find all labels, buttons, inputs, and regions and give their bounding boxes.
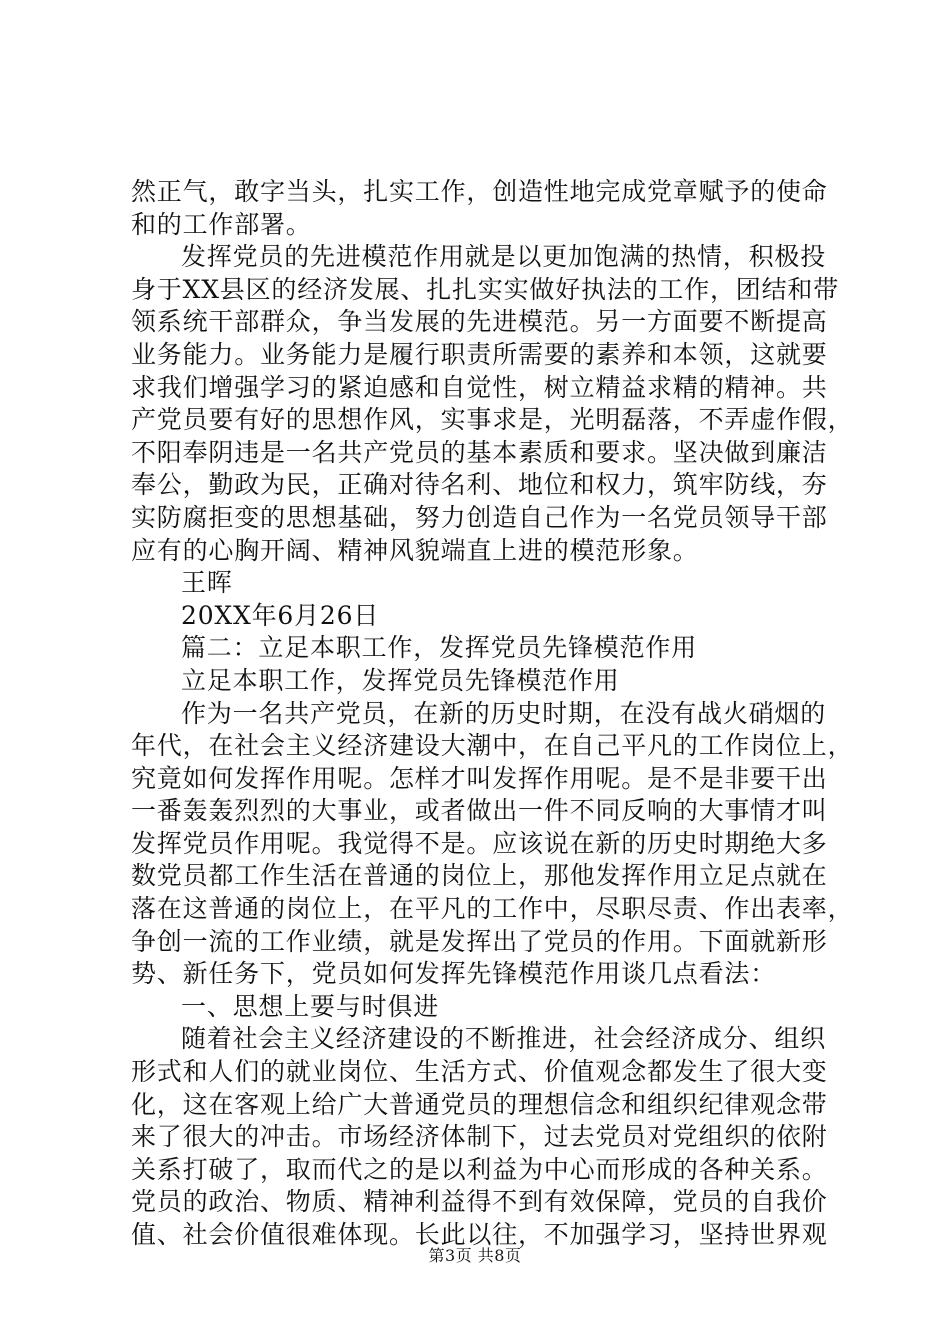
text-line: 实防腐拒变的思想基础，努力创造自己作为一名党员领导干部 bbox=[131, 502, 828, 532]
text-line: 业务能力。业务能力是履行职责所需要的素养和本领，这就要 bbox=[131, 339, 828, 369]
text-line: 求我们增强学习的紧迫感和自觉性，树立精益求精的精神。共 bbox=[131, 372, 828, 402]
text-line: 党员的政治、物质、精神利益得不到有效保障，党员的自我价 bbox=[131, 1187, 828, 1217]
signature-date: 20XX年6月26日 bbox=[181, 600, 380, 630]
text-line: 发挥党员的先进模范作用就是以更加饱满的热情，积极投 bbox=[181, 242, 827, 272]
subsection-heading: 一、思想上要与时俱进 bbox=[181, 991, 440, 1021]
text-line: 奉公，勤政为民，正确对待名利、地位和权力，筑牢防线，夯 bbox=[131, 470, 828, 500]
text-line: 争创一流的工作业绩，就是发挥出了党员的作用。下面就新形 bbox=[131, 926, 828, 956]
text-line: 落在这普通的岗位上，在平凡的工作中，尽职尽责、作出表率， bbox=[131, 894, 854, 924]
page-number-footer: 第3页 共8页 bbox=[428, 1246, 522, 1265]
text-line: 领系统干部群众，争当发展的先进模范。另一方面要不断提高 bbox=[131, 307, 828, 337]
text-line: 和的工作部署。 bbox=[131, 209, 312, 239]
text-line: 年代，在社会主义经济建设大潮中，在自己平凡的工作岗位上， bbox=[131, 731, 854, 761]
text-line: 化，这在客观上给广大普通党员的理想信念和组织纪律观念带 bbox=[131, 1089, 828, 1119]
text-line: 一番轰轰烈烈的大事业，或者做出一件不同反响的大事情才叫 bbox=[131, 796, 828, 826]
article-title: 立足本职工作，发挥党员先锋模范作用 bbox=[181, 665, 620, 695]
text-line: 关系打破了，取而代之的是以利益为中心而形成的各种关系。 bbox=[131, 1154, 828, 1184]
text-line: 形式和人们的就业岗位、生活方式、价值观念都发生了很大变 bbox=[131, 1057, 828, 1087]
text-line: 身于XX县区的经济发展、扎扎实实做好执法的工作，团结和带 bbox=[131, 274, 839, 304]
section-title: 篇二：立足本职工作，发挥党员先锋模范作用 bbox=[181, 633, 698, 663]
text-line: 作为一名共产党员，在新的历史时期，在没有战火硝烟的 bbox=[181, 698, 827, 728]
text-line: 不阳奉阴违是一名共产党员的基本素质和要求。坚决做到廉洁 bbox=[131, 437, 828, 467]
signature-name: 王晖 bbox=[181, 568, 233, 598]
text-line: 来了很大的冲击。市场经济体制下，过去党员对党组织的依附 bbox=[131, 1122, 828, 1152]
text-line: 数党员都工作生活在普通的岗位上，那他发挥作用立足点就在 bbox=[131, 861, 828, 891]
body-text bbox=[131, 176, 854, 1252]
text-line: 随着社会主义经济建设的不断推进，社会经济成分、组织 bbox=[181, 1024, 827, 1054]
text-line: 势、新任务下，党员如何发挥先锋模范作用谈几点看法： bbox=[131, 959, 777, 989]
text-line: 应有的心胸开阔、精神风貌端直上进的模范形象。 bbox=[131, 535, 699, 565]
text-line: 产党员要有好的思想作风，实事求是，光明磊落，不弄虚作假， bbox=[131, 405, 854, 435]
text-line: 然正气，敢字当头，扎实工作，创造性地完成党章赋予的使命 bbox=[131, 177, 828, 206]
text-line: 究竟如何发挥作用呢。怎样才叫发挥作用呢。是不是非要干出 bbox=[131, 763, 828, 793]
text-line: 发挥党员作用呢。我觉得不是。应该说在新的历史时期绝大多 bbox=[131, 828, 828, 858]
text-line: 值、社会价值很难体现。长此以往，不加强学习，坚持世界观 bbox=[131, 1220, 828, 1249]
